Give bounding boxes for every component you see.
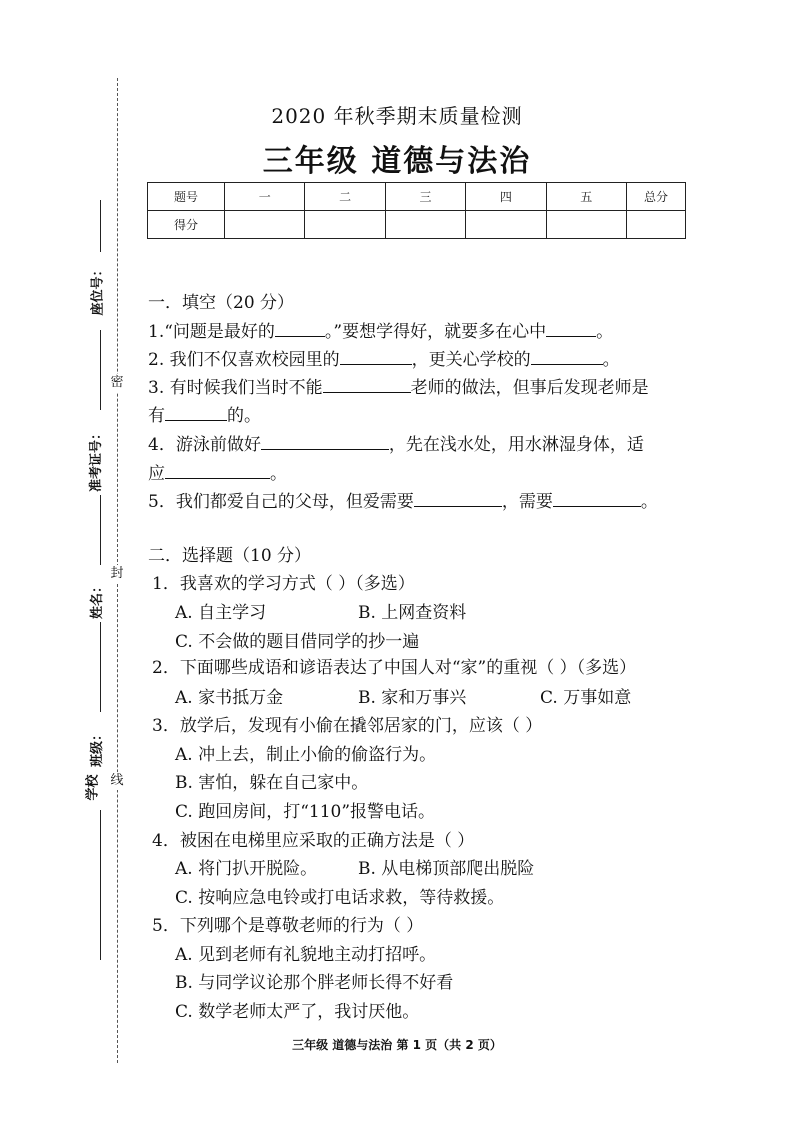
name-label: 姓名： (90, 579, 106, 620)
fill-question-1 (148, 320, 613, 343)
q2-text-c: 。 (602, 350, 620, 370)
q1-text-a: 1.“问题是最好的 (148, 322, 275, 342)
score-table-score-row (148, 211, 686, 239)
score-input-cell[interactable] (225, 211, 305, 239)
answer-blank[interactable] (165, 404, 227, 421)
choice-question-2-stem: 2．下面哪些成语和谚语表达了中国人对“家”的重视（ ）（多选） (152, 658, 637, 678)
score-cell: 二 (305, 183, 385, 211)
choice-option[interactable]: C. 不会做的题目借同学的抄一遍 (175, 632, 420, 652)
choice-option[interactable]: A. 将门扒开脱险。 (175, 859, 318, 879)
score-cell: 一 (225, 183, 305, 211)
answer-blank[interactable] (340, 348, 412, 365)
choice-option[interactable]: A. 自主学习 (175, 603, 267, 623)
score-cell: 得分 (148, 211, 225, 239)
choice-option[interactable]: A. 冲上去，制止小偷的偷盗行为。 (175, 745, 437, 765)
choice-option[interactable]: A. 家书抵万金 (175, 688, 284, 708)
score-cell: 三 (385, 183, 465, 211)
q3-text-d: 的。 (227, 406, 261, 426)
q5-text-a: 5．我们都爱自己的父母，但爱需要 (148, 492, 414, 512)
fill-question-4-cont (148, 462, 287, 485)
choice-option[interactable]: B. 从电梯顶部爬出脱险 (358, 859, 535, 879)
q5-text-c: 。 (640, 492, 658, 512)
q3-text-b: 老师的做法，但事后发现老师是 (410, 378, 649, 398)
binding-line-name (100, 495, 101, 565)
seal-char-xian: 线 (108, 772, 126, 790)
score-input-cell[interactable] (305, 211, 385, 239)
score-cell: 题号 (148, 183, 225, 211)
q3-text-c: 有 (148, 406, 165, 426)
q3-text-a: 3. 有时候我们当时不能 (148, 378, 323, 398)
score-cell: 总分 (627, 183, 686, 211)
exam-title: 2020 年秋季期末质量检测 (271, 104, 523, 128)
q4-text-a: 4．游泳前做好 (148, 435, 261, 455)
choice-option[interactable]: C. 跑回房间，打“110”报警电话。 (175, 802, 436, 822)
fill-question-5 (148, 490, 658, 513)
school-label: 学校 (85, 774, 101, 801)
score-cell: 四 (466, 183, 546, 211)
binding-line-exam (100, 330, 101, 410)
choice-question-4-stem: 4．被困在电梯里应采取的正确方法是（ ） (152, 831, 475, 851)
seal-char-mi: 密 (108, 374, 126, 392)
choice-question-3-stem: 3．放学后，发现有小偷在撬邻居家的门，应该（ ） (152, 716, 543, 736)
binding-line-seat (100, 200, 101, 252)
exam-number-label: 准考证号： (89, 426, 105, 493)
choice-option[interactable]: B. 与同学议论那个胖老师长得不好看 (175, 973, 454, 993)
seal-char-feng: 封 (108, 565, 126, 583)
score-cell: 五 (546, 183, 626, 211)
answer-blank[interactable] (414, 490, 502, 507)
page-footer: 三年级 道德与法治 第 1 页（共 2 页） (292, 1038, 502, 1052)
section2-heading: 二．选择题（10 分） (148, 546, 312, 566)
q4-text-d: 。 (270, 464, 287, 484)
answer-blank[interactable] (553, 490, 641, 507)
answer-blank[interactable] (546, 320, 596, 337)
fill-question-3 (148, 376, 649, 399)
fill-question-4 (148, 433, 644, 456)
choice-option[interactable]: A. 见到老师有礼貌地主动打招呼。 (175, 945, 437, 965)
fill-question-3-cont (148, 404, 261, 427)
answer-blank[interactable] (261, 433, 389, 450)
subject-title: 三年级 道德与法治 (262, 144, 532, 179)
choice-option[interactable]: B. 害怕，躲在自己家中。 (175, 773, 369, 793)
fill-question-2 (148, 348, 620, 371)
q4-text-c: 应 (148, 464, 165, 484)
score-table (147, 182, 686, 239)
choice-option[interactable]: C. 数学老师太严了，我讨厌他。 (175, 1002, 420, 1022)
section1-heading: 一．填空（20 分） (148, 293, 295, 313)
class-label: 班级： (90, 727, 106, 768)
choice-option[interactable]: C. 按响应急电铃或打电话求救，等待救援。 (175, 888, 505, 908)
score-input-cell[interactable] (466, 211, 546, 239)
binding-line-class (100, 622, 101, 712)
score-input-cell[interactable] (385, 211, 465, 239)
q4-text-b: ，先在浅水处，用水淋湿身体，适 (388, 435, 644, 455)
q1-text-b: 。”要想学得好，就要多在心中 (324, 322, 547, 342)
answer-blank[interactable] (323, 376, 411, 393)
choice-option[interactable]: B. 家和万事兴 (358, 688, 467, 708)
choice-question-5-stem: 5．下列哪个是尊敬老师的行为（ ） (152, 916, 424, 936)
binding-line-school (100, 810, 101, 960)
choice-option[interactable]: B. 上网查资料 (358, 603, 467, 623)
q1-text-c: 。 (596, 322, 614, 342)
answer-blank[interactable] (531, 348, 603, 365)
q5-text-b: ，需要 (501, 492, 553, 512)
score-table-header-row (148, 183, 686, 211)
answer-blank[interactable] (275, 320, 325, 337)
answer-blank[interactable] (165, 462, 270, 479)
q2-text-b: ，更关心学校的 (411, 350, 531, 370)
choice-question-1-stem: 1．我喜欢的学习方式（ ）（多选） (152, 574, 415, 594)
choice-option[interactable]: C. 万事如意 (540, 688, 632, 708)
q2-text-a: 2. 我们不仅喜欢校园里的 (148, 350, 340, 370)
score-input-cell[interactable] (627, 211, 686, 239)
seat-label: 座位号： (90, 263, 106, 316)
score-input-cell[interactable] (546, 211, 626, 239)
